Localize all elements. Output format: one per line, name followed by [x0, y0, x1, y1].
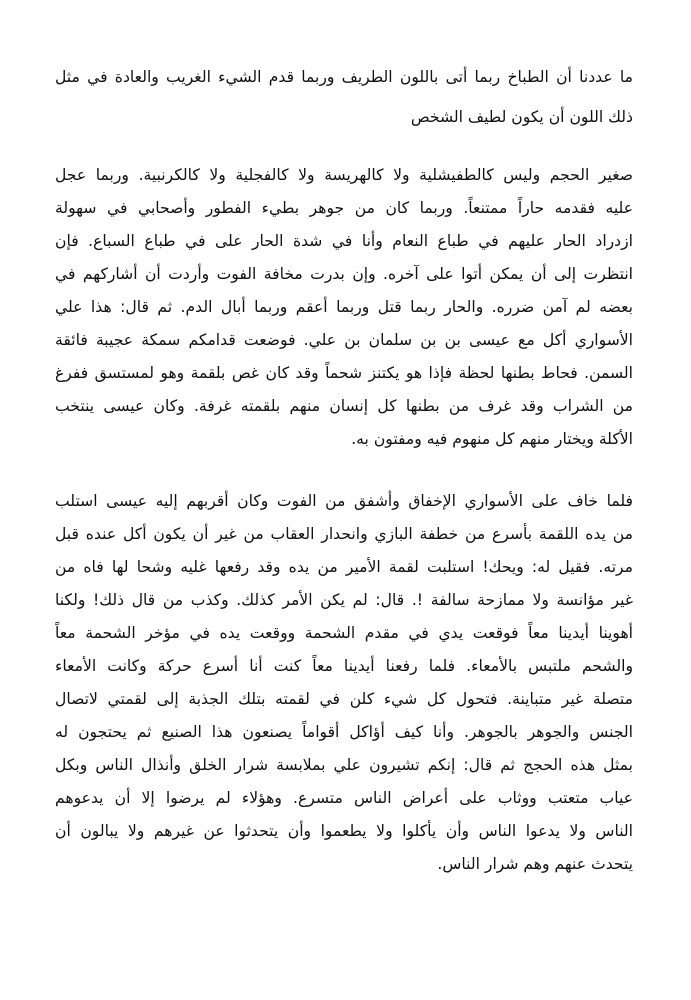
text-line: الناس ولا يدعوا الناس وأن يأكلوا ولا يطعموا وأن يتحدثوا عن غيرهم ولا يبالون أن	[55, 822, 633, 840]
text-line: من يده اللقمة بأسرع من خطفة البازي وانحدار العقاب من غير أن يكون أكل عنده قبل	[55, 525, 633, 543]
text-line: انتظرت إلى أن يمكن أتوا على آخره. وإن بدرت مخافة الفوت وأردت أن أشاركهم في	[55, 265, 633, 283]
text-line: عليه فقدمه حاراً ممتنعاً. وربما كان من جوهر بطيء الفطور وأصحابي في سهولة	[55, 199, 633, 217]
text-line: بعضه لم آمن ضرره. والحار ربما قتل وربما أعقم وربما أبال الدم. ثم قال: هذا علي	[55, 298, 633, 316]
text-line: عياب متعتب ووثاب على أعراض الناس متسرع. وهؤلاء لم يرضوا إلا أن يدعوهم	[55, 789, 633, 807]
text-line: من الشراب وقد غرف من بطنها كل إنسان منهم بلقمته غرفة. وكان عيسى ينتخب	[55, 397, 633, 415]
text-line: ما عددنا أن الطباخ ربما أتى باللون الطريف وربما قدم الشيء الغريب والعادة في مثل	[55, 68, 633, 86]
text-line: ازدراد الحار عليهم في طباع النعام وأنا في شدة الحار على في طباع السباع. فإن	[55, 232, 633, 250]
text-line: الأكلة ويختار منهم كل منهوم فيه ومفتون به.	[351, 430, 633, 448]
text-line: متصلة غير متباينة. فتحول كل شيء كلن في لقمته بتلك الجذبة إلى لقمتي لاتصال	[55, 690, 633, 708]
text-line: أهوينا أيدينا معاً فوقعت يدي في مقدم الشحمة ووقعت يده في مؤخر الشحمة معاً	[55, 624, 633, 642]
text-line: صغير الحجم وليس كالطفيشلية ولا كالهريسة ولا كالفجلية ولا كالكرنبية. وربما عجل	[55, 166, 633, 184]
text-line: مرته. فقيل له: ويحك! استلبت لقمة الأمير من يده وقد رفعها غليه وشحا لها فاه من	[55, 558, 633, 576]
text-line: غير مؤانسة ولا ممازحة سالفة !. قال: لم يكن الأمر كذلك. وكذب من قال ذلك! ولكنا	[55, 591, 633, 609]
text-line: يتحدث عنهم وهم شرار الناس.	[437, 855, 633, 873]
text-line: والشحم ملتبس بالأمعاء. فلما رفعنا أيدينا معاً كنت أنا أسرع حركة وكانت الأمعاء	[55, 657, 633, 675]
text-line: الجنس والجوهر بالجوهر. وأنا كيف أؤاكل أقواماً يصنعون هذا الصنيع ثم يحتجون له	[55, 723, 633, 741]
text-line: فلما خاف على الأسواري الإخفاق وأشفق من الفوت وكان أقربهم إليه عيسى استلب	[55, 492, 633, 510]
text-line: بمثل هذه الحجج ثم قال: إنكم تشيرون علي بملابسة شرار الخلق وأنذال الناس وبكل	[55, 756, 633, 774]
text-line: السمن. فحاط بطنها لحظة فإذا هو يكتنز شحماً وقد كان غص بلقمة وهو لمستسق ففرغ	[55, 364, 633, 382]
text-line: ذلك اللون أن يكون لطيف الشخص	[410, 108, 633, 126]
text-line: الأسواري أكل مع عيسى بن بن سلمان بن علي. فوضعت قدامكم سمكة عجيبة فائقة	[55, 331, 633, 349]
